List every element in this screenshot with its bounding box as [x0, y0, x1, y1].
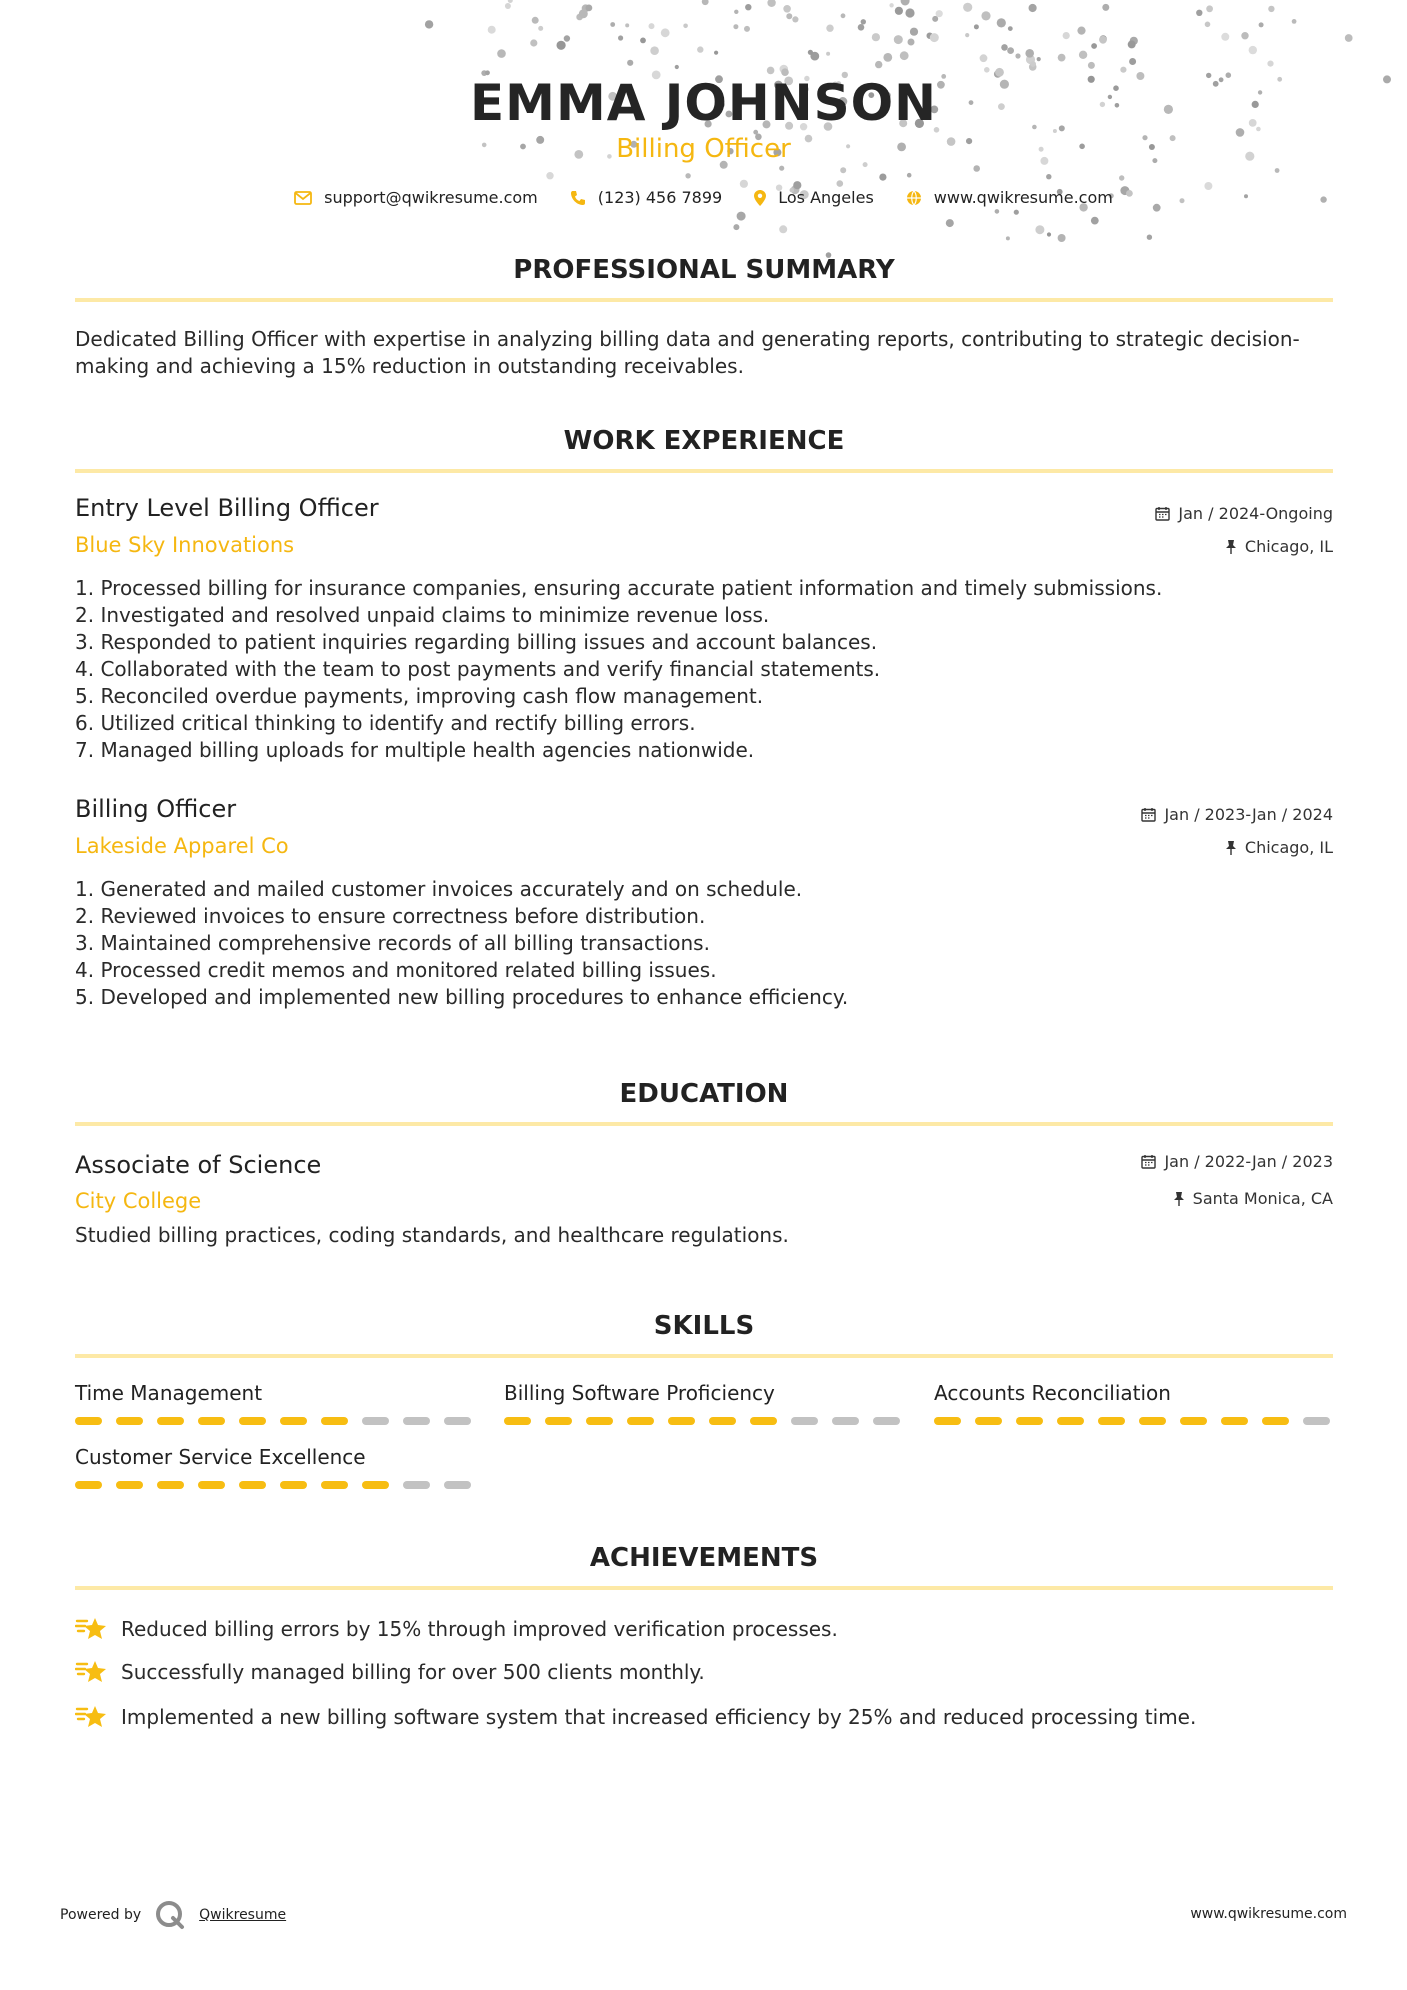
- pattern-dot: [767, 0, 775, 7]
- pattern-dot: [1119, 175, 1124, 180]
- pattern-dot: [579, 9, 588, 18]
- pattern-dot: [697, 46, 703, 52]
- job-title: Entry Level Billing Officer: [75, 494, 379, 522]
- achievement-item: [75, 1703, 1333, 1731]
- pattern-dot: [837, 180, 844, 187]
- job-location: [1225, 537, 1333, 556]
- education-date-text: Jan / 2022-Jan / 2023: [1164, 1152, 1333, 1171]
- skill-segment-filled: [709, 1417, 736, 1425]
- pattern-dot: [505, 3, 511, 9]
- location-pin-icon: [754, 190, 766, 206]
- pattern-dot: [997, 18, 1006, 27]
- degree-title: Associate of Science: [75, 1151, 322, 1179]
- pattern-dot: [910, 28, 918, 36]
- pattern-dot: [908, 39, 915, 46]
- pattern-dot: [786, 13, 792, 19]
- skill-segment-filled: [239, 1417, 266, 1425]
- job-location-text: Chicago, IL: [1244, 838, 1333, 857]
- job-date: [1155, 504, 1333, 523]
- candidate-name: EMMA JOHNSON: [470, 74, 937, 132]
- pattern-dot: [1205, 22, 1211, 28]
- pattern-dot: [1063, 32, 1070, 39]
- job-date-text: Jan / 2024-Ongoing: [1178, 504, 1333, 523]
- contact-phone-text: (123) 456 7899: [597, 188, 723, 207]
- list-item: 4. Processed credit memos and monitored related billing issues.: [75, 958, 717, 982]
- pattern-dot: [936, 10, 943, 17]
- pattern-dot: [883, 53, 892, 62]
- pattern-dot: [1091, 217, 1099, 225]
- pattern-dot: [901, 0, 910, 6]
- pattern-dot: [1129, 58, 1136, 65]
- pattern-dot: [894, 35, 903, 44]
- pattern-dot: [1102, 4, 1109, 11]
- pattern-dot: [625, 23, 629, 27]
- contact-website-text: www.qwikresume.com: [933, 188, 1113, 207]
- job-date: [1141, 805, 1333, 824]
- pattern-dot: [649, 23, 655, 29]
- pattern-dot: [1241, 32, 1248, 39]
- skill-segment-filled: [1180, 1417, 1207, 1425]
- pattern-dot: [557, 41, 566, 50]
- pattern-dot: [425, 20, 433, 28]
- pattern-dot: [1029, 4, 1037, 12]
- pattern-dot: [1128, 40, 1136, 48]
- contact-website[interactable]: [906, 188, 1113, 207]
- job-company: Lakeside Apparel Co: [75, 834, 289, 858]
- pattern-dot: [532, 17, 539, 24]
- pattern-dot: [1249, 46, 1257, 54]
- calendar-icon: [1155, 506, 1170, 521]
- pattern-dot: [744, 26, 750, 32]
- skill-segment-filled: [239, 1481, 266, 1489]
- pattern-dot: [737, 212, 746, 221]
- globe-icon: [906, 190, 922, 206]
- pattern-dot: [792, 16, 798, 22]
- list-item: 3. Responded to patient inquiries regarding billing issues and account balances.: [75, 630, 878, 654]
- skill-name: Billing Software Proficiency: [504, 1381, 775, 1405]
- skill-segment-filled: [504, 1417, 531, 1425]
- pattern-dot: [733, 224, 739, 230]
- pattern-dot: [1120, 67, 1126, 73]
- skill-segment-filled: [75, 1481, 102, 1489]
- skill-segment-filled: [116, 1481, 143, 1489]
- pattern-dot: [1046, 174, 1051, 179]
- list-item: 2. Investigated and resolved unpaid claims to minimize revenue loss.: [75, 603, 770, 627]
- pattern-dot: [1221, 33, 1229, 41]
- contact-location: [754, 188, 874, 207]
- pattern-dot: [488, 26, 496, 34]
- skill-level-bar: [75, 1481, 475, 1489]
- pattern-dot: [900, 51, 909, 60]
- list-item: 7. Managed billing uploads for multiple health agencies nationwide.: [75, 738, 755, 762]
- list-item: 5. Developed and implemented new billing procedures to enhance efficiency.: [75, 985, 849, 1009]
- powered-by-label: Powered by: [60, 1907, 142, 1923]
- pattern-dot: [981, 11, 990, 20]
- pattern-dot: [675, 65, 679, 69]
- pattern-dot: [564, 35, 570, 41]
- skill-segment-filled: [280, 1481, 307, 1489]
- pattern-dot: [1058, 234, 1066, 242]
- job-location: [1225, 838, 1333, 857]
- calendar-icon: [1141, 1154, 1156, 1169]
- pattern-dot: [546, 172, 553, 179]
- pattern-dot: [1079, 51, 1087, 59]
- pattern-dot: [1014, 210, 1019, 215]
- contact-email-text: support@qwikresume.com: [324, 188, 538, 207]
- pattern-dot: [963, 3, 972, 12]
- job-title: Billing Officer: [75, 795, 237, 823]
- pattern-dot: [740, 180, 748, 188]
- qwikresume-logo-icon: [155, 1900, 185, 1930]
- pattern-dot: [840, 167, 846, 173]
- pattern-dot: [1058, 54, 1066, 62]
- skill-segment-filled: [1016, 1417, 1043, 1425]
- skill-segment-filled: [1098, 1417, 1125, 1425]
- skill-segment-filled: [198, 1481, 225, 1489]
- pattern-dot: [1035, 225, 1044, 234]
- skill-segment-filled: [975, 1417, 1002, 1425]
- contact-phone[interactable]: [570, 188, 722, 207]
- pattern-dot: [683, 24, 688, 29]
- skill-item: [504, 1381, 904, 1425]
- pattern-dot: [889, 3, 893, 7]
- pattern-dot: [618, 35, 623, 40]
- education-date: [1141, 1152, 1333, 1171]
- skill-level-bar: [75, 1417, 475, 1425]
- skill-segment-filled: [586, 1417, 613, 1425]
- pattern-dot: [733, 24, 738, 29]
- pattern-dot: [640, 38, 646, 44]
- achievement-text: Reduced billing errors by 15% through improved verification processes.: [121, 1617, 838, 1641]
- pattern-dot: [907, 173, 912, 178]
- pattern-dot: [1006, 236, 1010, 240]
- pattern-dot: [879, 174, 886, 181]
- skill-segment-filled: [934, 1417, 961, 1425]
- pattern-dot: [1077, 27, 1085, 35]
- pushpin-icon: [1173, 1191, 1185, 1206]
- skill-segment-empty: [403, 1417, 430, 1425]
- experience-divider: [75, 469, 1333, 473]
- skill-segment-filled: [116, 1417, 143, 1425]
- shooting-star-icon: [75, 1658, 107, 1686]
- list-item: 4. Collaborated with the team to post payments and verify financial statements.: [75, 657, 881, 681]
- job-date-text: Jan / 2023-Jan / 2024: [1164, 805, 1333, 824]
- pattern-dot: [586, 5, 593, 12]
- experience-heading: WORK EXPERIENCE: [563, 426, 845, 456]
- pattern-dot: [702, 0, 709, 5]
- pattern-dot: [714, 51, 718, 55]
- skill-segment-filled: [157, 1481, 184, 1489]
- pattern-dot: [538, 26, 543, 31]
- calendar-icon: [1141, 807, 1156, 822]
- education-location: [1173, 1189, 1333, 1208]
- list-item: 1. Generated and mailed customer invoices accurately and on schedule.: [75, 877, 803, 901]
- pattern-dot: [1259, 22, 1264, 27]
- pattern-dot: [1008, 26, 1013, 31]
- candidate-role: Billing Officer: [616, 134, 791, 164]
- pattern-dot: [895, 7, 903, 15]
- skill-segment-filled: [627, 1417, 654, 1425]
- pattern-dot: [1047, 232, 1051, 236]
- pattern-dot: [995, 209, 1000, 214]
- skill-level-bar: [934, 1417, 1334, 1425]
- skill-name: Customer Service Excellence: [75, 1445, 366, 1469]
- job-responsibilities: [75, 876, 1333, 1011]
- pattern-dot: [826, 52, 830, 56]
- skill-segment-filled: [321, 1417, 348, 1425]
- summary-divider: [75, 298, 1333, 302]
- pattern-dot: [1091, 43, 1097, 49]
- skill-segment-filled: [362, 1481, 389, 1489]
- pattern-dot: [530, 39, 537, 46]
- skill-item: [75, 1445, 475, 1489]
- shooting-star-icon: [75, 1615, 107, 1643]
- pattern-dot: [872, 33, 880, 41]
- pattern-dot: [779, 225, 787, 233]
- phone-icon: [570, 190, 586, 206]
- skill-segment-filled: [545, 1417, 572, 1425]
- pattern-dot: [650, 46, 659, 55]
- summary-heading: PROFESSIONAL SUMMARY: [513, 255, 895, 285]
- pattern-dot: [984, 67, 990, 73]
- skill-segment-filled: [668, 1417, 695, 1425]
- pattern-dot: [980, 54, 988, 62]
- skill-segment-empty: [444, 1481, 471, 1489]
- list-item: 6. Utilized critical thinking to identify and rectify billing errors.: [75, 711, 696, 735]
- skill-segment-filled: [1262, 1417, 1289, 1425]
- pattern-dot: [1025, 49, 1034, 58]
- achievement-item: [75, 1615, 1333, 1643]
- skill-segment-filled: [280, 1417, 307, 1425]
- pattern-dot: [1030, 61, 1036, 67]
- pattern-dot: [974, 24, 979, 29]
- summary-text: Dedicated Billing Officer with expertise in analyzing billing data and generating reports, contributing to strategic decision-making and achieving a 15% reduction in outstanding receivables.: [75, 327, 1300, 378]
- skill-item: [934, 1381, 1334, 1425]
- pattern-dot: [1275, 168, 1280, 173]
- pattern-dot: [1099, 36, 1107, 44]
- pattern-dot: [973, 165, 980, 172]
- pattern-dot: [946, 219, 954, 227]
- pattern-dot: [1345, 34, 1353, 42]
- skill-segment-filled: [750, 1417, 777, 1425]
- pattern-dot: [734, 10, 738, 14]
- skill-segment-empty: [403, 1481, 430, 1489]
- school-name: City College: [75, 1189, 202, 1213]
- contact-bar: [0, 188, 1407, 207]
- achievement-item: [75, 1658, 1333, 1686]
- pattern-dot: [779, 166, 784, 171]
- education-description: Studied billing practices, coding standards, and healthcare regulations.: [75, 1223, 789, 1247]
- pattern-dot: [1268, 6, 1274, 12]
- skills-divider: [75, 1354, 1333, 1358]
- pattern-dot: [861, 19, 866, 24]
- pattern-dot: [745, 4, 751, 10]
- pattern-dot: [1147, 235, 1152, 240]
- education-divider: [75, 1122, 1333, 1126]
- skill-segment-empty: [832, 1417, 859, 1425]
- skill-segment-empty: [362, 1417, 389, 1425]
- pattern-dot: [1007, 47, 1014, 54]
- job-company: Blue Sky Innovations: [75, 533, 295, 557]
- envelope-icon: [294, 191, 312, 205]
- skill-segment-filled: [75, 1417, 102, 1425]
- pattern-dot: [627, 60, 633, 66]
- education-heading: EDUCATION: [619, 1079, 789, 1109]
- pattern-dot: [1088, 62, 1095, 69]
- pattern-dot: [661, 28, 670, 37]
- pattern-dot: [930, 33, 939, 42]
- brand-link[interactable]: Qwikresume: [199, 1907, 287, 1923]
- pattern-dot: [905, 8, 914, 17]
- skill-segment-filled: [321, 1481, 348, 1489]
- achievement-text: Successfully managed billing for over 500 clients monthly.: [121, 1660, 705, 1684]
- skill-segment-filled: [1057, 1417, 1084, 1425]
- skill-segment-filled: [157, 1417, 184, 1425]
- skill-item: [75, 1381, 475, 1425]
- pattern-dot: [1196, 10, 1202, 16]
- pattern-dot: [1037, 57, 1041, 61]
- contact-email[interactable]: [294, 188, 538, 207]
- pattern-dot: [1015, 53, 1020, 58]
- skill-name: Accounts Reconciliation: [934, 1381, 1171, 1405]
- pushpin-icon: [1225, 840, 1237, 855]
- pattern-dot: [965, 33, 969, 37]
- pattern-dot: [858, 24, 865, 31]
- skill-segment-filled: [1221, 1417, 1248, 1425]
- job-responsibilities: [75, 575, 1333, 764]
- pattern-dot: [1267, 61, 1273, 67]
- pattern-dot: [783, 5, 791, 13]
- pattern-dot: [1292, 19, 1297, 24]
- pattern-dot: [497, 49, 506, 58]
- pushpin-icon: [1225, 539, 1237, 554]
- shooting-star-icon: [75, 1703, 107, 1731]
- skill-segment-empty: [873, 1417, 900, 1425]
- footer-powered-by: [60, 1900, 286, 1930]
- list-item: 5. Reconciled overdue payments, improving cash flow management.: [75, 684, 764, 708]
- pattern-dot: [808, 50, 813, 55]
- pattern-dot: [1206, 5, 1213, 12]
- skill-segment-filled: [1139, 1417, 1166, 1425]
- list-item: 3. Maintained comprehensive records of all billing transactions.: [75, 931, 710, 955]
- contact-location-text: Los Angeles: [778, 188, 874, 207]
- skill-segment-empty: [444, 1417, 471, 1425]
- pattern-dot: [826, 25, 833, 32]
- pattern-dot: [508, 0, 513, 3]
- list-item: 2. Reviewed invoices to ensure correctness before distribution.: [75, 904, 706, 928]
- pattern-dot: [610, 22, 615, 27]
- pattern-dot: [875, 61, 882, 68]
- pattern-dot: [1001, 44, 1008, 51]
- skill-segment-filled: [198, 1417, 225, 1425]
- pattern-dot: [685, 173, 690, 178]
- skill-segment-empty: [791, 1417, 818, 1425]
- skills-heading: SKILLS: [653, 1311, 755, 1341]
- skill-name: Time Management: [75, 1381, 263, 1405]
- achievements-heading: ACHIEVEMENTS: [589, 1543, 819, 1573]
- education-location-text: Santa Monica, CA: [1192, 1189, 1333, 1208]
- job-location-text: Chicago, IL: [1244, 537, 1333, 556]
- footer-website-link[interactable]: www.qwikresume.com: [1190, 1906, 1347, 1922]
- achievements-divider: [75, 1586, 1333, 1590]
- skill-level-bar: [504, 1417, 904, 1425]
- pattern-dot: [932, 16, 938, 22]
- pattern-dot: [841, 13, 846, 18]
- achievement-text: Implemented a new billing software system that increased efficiency by 25% and reduced processing time.: [121, 1705, 1197, 1729]
- list-item: 1. Processed billing for insurance companies, ensuring accurate patient information and timely submissions.: [75, 576, 1163, 600]
- skill-segment-empty: [1303, 1417, 1330, 1425]
